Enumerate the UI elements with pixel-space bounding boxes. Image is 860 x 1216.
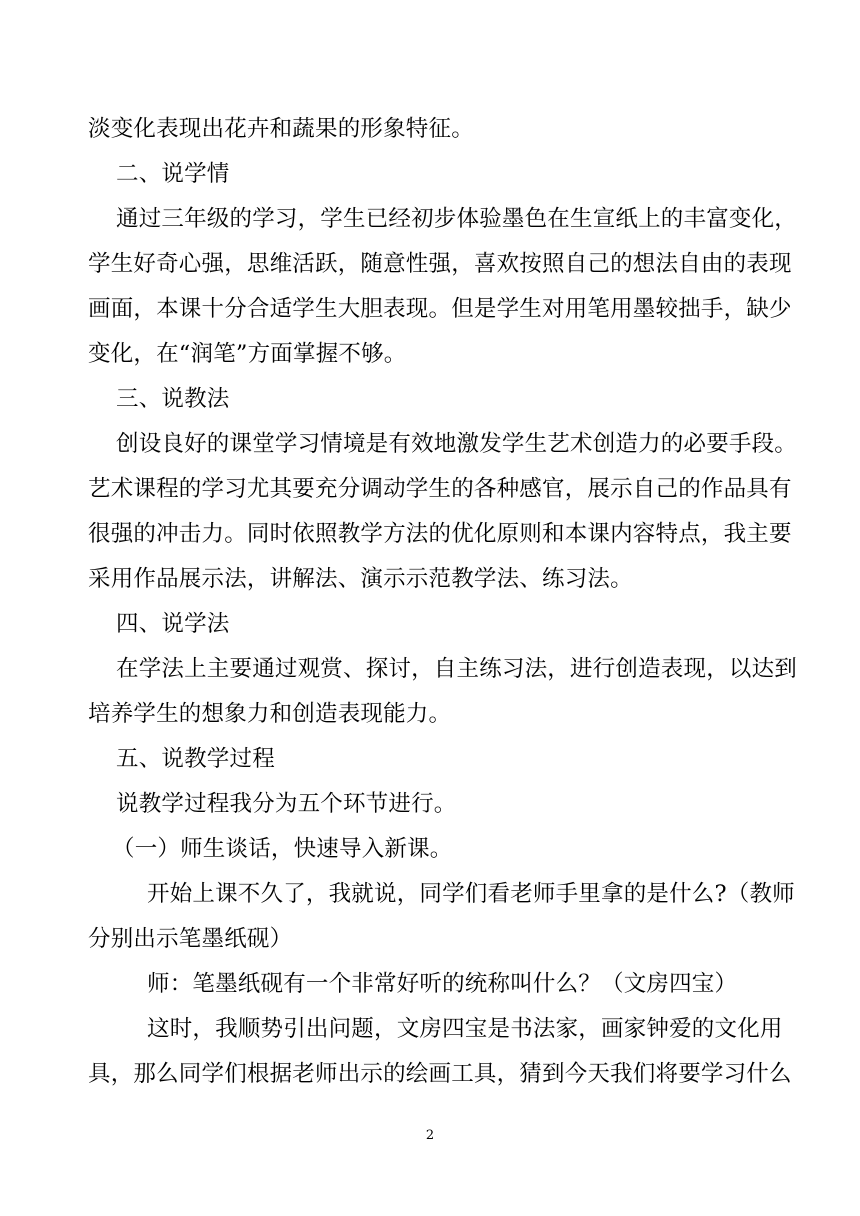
- body-text-line: 画面，本课十分合适学生大胆表现。但是学生对用笔用墨较拙手，缺少: [88, 296, 792, 322]
- body-text-line: 培养学生的想象力和创造表现能力。: [88, 701, 452, 727]
- body-text-line: 具，那么同学们根据老师出示的绘画工具，猜到今天我们将要学习什么: [88, 1061, 792, 1087]
- page-number: 2: [425, 1128, 435, 1143]
- body-text-line: 采用作品展示法，讲解法、演示示范教学法、练习法。: [88, 566, 633, 592]
- body-text-line: 说教学过程我分为五个环节进行。: [116, 791, 457, 817]
- subsection-heading: （一）师生谈话，快速导入新课。: [112, 836, 453, 862]
- section-heading: 三、说教法: [116, 386, 230, 412]
- body-text-line: 艺术课程的学习尤其要充分调动学生的各种感官，展示自己的作品具有: [88, 476, 792, 502]
- body-text-line: 淡变化表现出花卉和蔬果的形象特征。: [88, 116, 474, 142]
- section-heading: 二、说学情: [116, 161, 230, 187]
- body-text-line: 师：笔墨纸砚有一个非常好听的统称叫什么？（文房四宝）: [147, 971, 738, 997]
- body-text-line: 学生好奇心强，思维活跃，随意性强，喜欢按照自己的想法自由的表现: [88, 251, 792, 277]
- body-text-line: 很强的冲击力。同时依照教学方法的优化原则和本课内容特点，我主要: [88, 521, 792, 547]
- section-heading: 五、说教学过程: [116, 746, 275, 772]
- body-text-line: 这时，我顺势引出问题，文房四宝是书法家，画家钟爱的文化用: [147, 1016, 783, 1042]
- body-text-line: 开始上课不久了，我就说，同学们看老师手里拿的是什么?（教师: [147, 881, 795, 907]
- body-text-line: 变化，在“润笔”方面掌握不够。: [88, 341, 407, 367]
- body-text-line: 分别出示笔墨纸砚）: [88, 926, 293, 952]
- body-text-line: 在学法上主要通过观赏、探讨，自主练习法，进行创造表现，以达到: [116, 656, 798, 682]
- body-text-line: 创设良好的课堂学习情境是有效地激发学生艺术创造力的必要手段。: [116, 431, 798, 457]
- body-text-line: 通过三年级的学习，学生已经初步体验墨色在生宣纸上的丰富变化，: [116, 206, 798, 232]
- section-heading: 四、说学法: [116, 611, 230, 637]
